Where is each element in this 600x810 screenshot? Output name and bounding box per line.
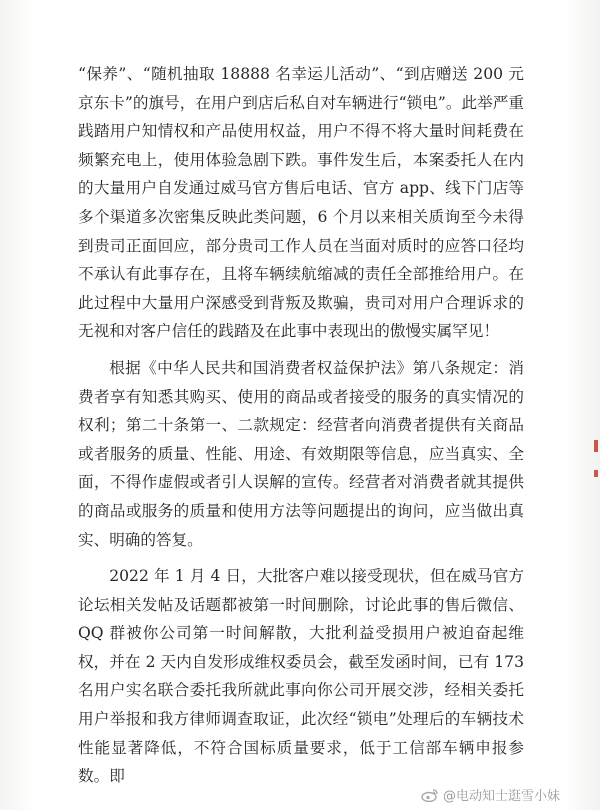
watermark-text: @电动知士逛雪小妹 [442,789,560,804]
margin-stamp-mark-small [594,470,598,477]
weibo-icon [421,788,439,802]
paragraph-1: “保养”、“随机抽取 18888 名幸运儿活动”、“到店赠送 200 元京东卡”的旗号，在用户到店后私自对车辆进行“锁电”。此举严重践踏用户知情权和产品使用权益，用户不得不将大量时间耗费在频繁充电上，使用体验急剧下跌。事件发生后，本案委托人在内的大量用户自发通过威马官方售后电话、官方 app、线下门店等多个渠道多次密集反映此类问题，6 个月以来相关质询至今未得到贵司正面回应，部分贵司工作人员在当面对质时的应答口径均不承认有此事存在，且将车辆续航缩减的责任全部推给用户。在此过程中大量用户深感受到背叛及欺骗，贵司对用户合理诉求的无视和对客户信任的践踏及在此事中表现出的傲慢实属罕见！ [78,65,524,341]
margin-stamp-mark [594,440,598,452]
paragraph-2: 根据《中华人民共和国消费者权益保护法》第八条规定：消费者享有知悉其购买、使用的商品或者接受的服务的真实情况的权利；第二十条第一、二款规定：经营者向消费者提供有关商品或者服务的质量、性能、用途、有效期限等信息，应当真实、全面，不得作虚假或者引人误解的宣传。经营者对消费者就其提供的商品或服务的质量和使用方法等问题提出的询问，应当做出真实、明确的答复。 [78,358,524,549]
paragraph-3: 2022 年 1 月 4 日，大批客户难以接受现状，但在威马官方论坛相关发帖及话题都被第一时间删除，讨论此事的售后微信、QQ 群被你公司第一时间解散，大批利益受损用户被迫奋起维权，并在 2 天内自发形成维权委员会，截至发函时间，已有 173 名用户实名联合委托我所就此事向你公司开展交涉，经相关委托用户举报和我方律师调查取证，此次经“锁电”处理后的车辆技术性能显著降低，不符合国标质量要求，低于工信部车辆申报参数。即 [78,567,524,786]
weibo-watermark [421,785,560,804]
letter-body [78,60,524,791]
